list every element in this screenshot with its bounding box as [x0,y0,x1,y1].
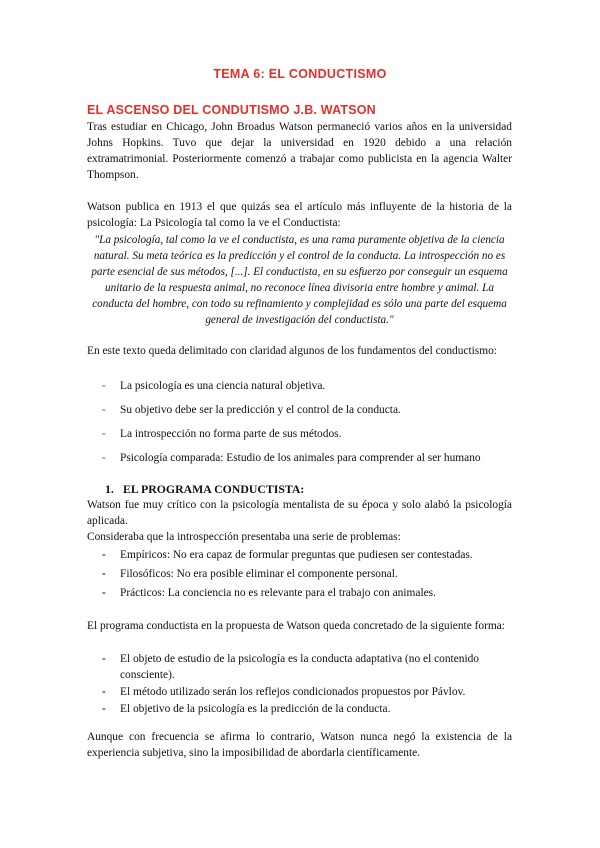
list-item [102,651,514,684]
bullet-dash: - [102,428,106,440]
program-list [102,651,514,718]
list-item-text: Prácticos: La conciencia no es relevante para el trabajo con animales. [120,587,436,599]
list-item [102,378,514,402]
critique-paragraph: Watson fue muy crítico con la psicología mentalista de su época y solo alabó la psicología aplicada. [87,499,512,527]
bullet-dash: - [102,380,106,392]
list-item-text: La introspección no forma parte de sus métodos. [120,428,342,440]
fundamentals-list [102,378,514,474]
bullet-dash: - [102,703,106,715]
list-item-text: Su objetivo debe ser la predicción y el control de la conducta. [120,404,401,416]
problems-list [102,547,514,604]
program-paragraph: El programa conductista en la propuesta de Watson queda concretado de la siguiente forma: [87,620,505,632]
list-item-text: El método utilizado serán los reflejos condicionados propuestos por Pávlov. [120,686,466,698]
problems-intro: Consideraba que la introspección presentaba una serie de problemas: [87,531,401,543]
list-item-text: El objetivo de la psicología es la predicción de la conducta. [120,703,391,715]
intro-paragraph: Tras estudiar en Chicago, John Broadus Watson permaneció varios años en la universidad Johns Hopkins. Tuvo que dejar la universidad en 1920 debido a una relación extramatrimonial. Posteriormente comenzó a trabajar como publicista en la agencia Walter Thompson. [87,121,512,181]
bullet-dash: - [102,587,106,599]
list-item [102,585,514,604]
list-item [102,566,514,585]
publication-paragraph: Watson publica en 1913 el que quizás sea el artículo más influyente de la historia de la psicología: La Psicología tal como la ve el Conductista: [87,201,512,229]
section-number: 1. [105,482,114,496]
section-title-text: EL PROGRAMA CONDUCTISTA: [123,482,305,496]
list-item [102,426,514,450]
section-title [105,482,304,497]
list-item [102,450,514,474]
bullet-dash: - [102,568,106,580]
list-item-text: Filosóficos: No era posible eliminar el componente personal. [120,568,398,580]
conclusion-paragraph: Aunque con frecuencia se afirma lo contrario, Watson nunca negó la existencia de la experiencia subjetiva, sino la imposibilidad de abordarla científicamente. [87,731,512,759]
list-item-text: Psicología comparada: Estudio de los animales para comprender al ser humano [120,452,481,464]
bullet-dash: - [102,404,106,416]
fundamentals-paragraph: En este texto queda delimitado con claridad algunos de los fundamentos del conductismo: [87,345,497,357]
bullet-dash: - [102,653,106,665]
list-item [102,547,514,566]
list-item-text: El objeto de estudio de la psicología es la conducta adaptativa (no el contenido consciente). [120,653,480,681]
list-item [102,402,514,426]
bullet-dash: - [102,452,106,464]
watson-quote: "La psicología, tal como la ve el conductista, es una rama puramente objetiva de la ciencia natural. Su meta teórica es la predicción y el control de la conducta. La introspección no es parte esencial de sus métodos, [...]. El conductista, en su esfuerzo por conseguir un esquema unitario de la respuesta animal, no reconoce línea divisoria entre hombre y animal. La conducta del hombre, con todo su refinamiento y complejidad es sólo una parte del esquema general de investigación del conductista." [91,234,508,326]
list-item [102,701,514,718]
list-item-text: La psicología es una ciencia natural objetiva. [120,380,326,392]
page-title: TEMA 6: EL CONDUCTISMO [213,67,387,81]
bullet-dash: - [102,686,106,698]
section-heading: EL ASCENSO DEL CONDUTISMO J.B. WATSON [87,103,376,117]
list-item [102,684,514,701]
list-item-text: Empíricos: No era capaz de formular preguntas que pudiesen ser contestadas. [120,549,473,561]
bullet-dash: - [102,549,106,561]
